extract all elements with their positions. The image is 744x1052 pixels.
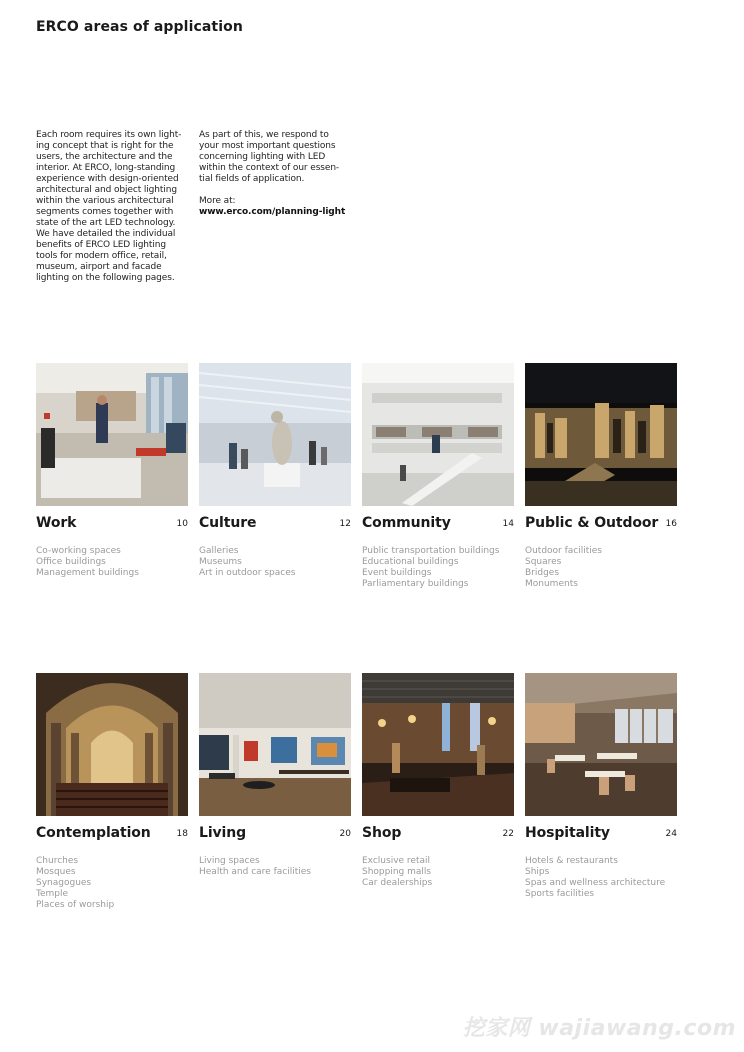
intro-line: interior. At ERCO, long-standing: [36, 163, 176, 173]
intro-line: benefits of ERCO LED lighting: [36, 240, 166, 250]
subcategory: Exclusive retail: [362, 856, 431, 866]
contemplation-photo: [36, 673, 188, 816]
intro-line: concerning lighting with LED: [199, 152, 326, 162]
subcategory: Mosques: [36, 867, 76, 877]
area-name: Work: [36, 515, 77, 531]
subcategory: Event buildings: [362, 568, 432, 578]
work-photo: [36, 363, 188, 506]
intro-line: Each room requires its own light-: [36, 130, 182, 140]
subcategory: Living spaces: [199, 856, 260, 866]
planning-light-link[interactable]: www.erco.com/planning-light: [199, 207, 346, 217]
area-tile-shop[interactable]: [362, 673, 514, 889]
subcategory: Spas and wellness architecture: [525, 878, 666, 888]
intro-line: experience with design-oriented: [36, 174, 179, 184]
area-name: Hospitality: [525, 825, 610, 841]
area-tile-living[interactable]: [199, 673, 351, 878]
area-tile-contemplation[interactable]: [36, 673, 188, 911]
subcategory: Churches: [36, 856, 79, 866]
library-photo-icon: [362, 363, 514, 506]
subcategory: Galleries: [199, 546, 239, 556]
area-subcategories: [525, 856, 677, 900]
living-room-photo-icon: [199, 673, 351, 816]
intro-text-column-1: [36, 130, 186, 284]
hospitality-photo: [525, 673, 677, 816]
subcategory: Health and care facilities: [199, 867, 311, 877]
intro-line: museum, airport and facade: [36, 262, 162, 272]
watermark: 挖家网 wajiawang.com: [462, 1016, 736, 1041]
subcategory: Outdoor facilities: [525, 546, 602, 556]
page-number: 10: [176, 519, 188, 529]
page-number: 12: [339, 519, 351, 529]
area-name: Public & Outdoor: [525, 515, 659, 531]
area-tile-public-outdoor[interactable]: [525, 363, 677, 590]
intro-line: within the context of our essen-: [199, 163, 340, 173]
subcategory: Educational buildings: [362, 557, 459, 567]
area-tile-hospitality[interactable]: [525, 673, 677, 900]
subcategory: Car dealerships: [362, 878, 433, 888]
restaurant-photo-icon: [525, 673, 677, 816]
office-photo-icon: [36, 363, 188, 506]
intro-line: As part of this, we respond to: [199, 130, 329, 140]
area-name: Culture: [199, 515, 257, 531]
intro-line: tial fields of application.: [199, 174, 305, 184]
museum-photo-icon: [199, 363, 351, 506]
subcategory: Hotels & restaurants: [525, 856, 618, 866]
subcategory: Temple: [36, 889, 69, 899]
community-photo: [362, 363, 514, 506]
subcategory: Art in outdoor spaces: [199, 568, 296, 578]
page-number: 22: [502, 829, 514, 839]
area-tile-work[interactable]: [36, 363, 188, 579]
area-tile-culture[interactable]: [199, 363, 351, 579]
area-subcategories: [525, 546, 677, 590]
intro-line: ing concept that is right for the: [36, 141, 174, 151]
intro-line: lighting on the following pages.: [36, 273, 175, 283]
intro-line: architectural and object lighting: [36, 185, 177, 195]
area-subcategories: [199, 856, 351, 878]
page-title: ERCO areas of application: [36, 19, 243, 35]
subcategory: Parliamentary buildings: [362, 579, 469, 589]
subcategory: Co-working spaces: [36, 546, 121, 556]
intro-line: We have detailed the individual: [36, 229, 176, 239]
more-label: More at:: [199, 196, 236, 206]
subcategory: Bridges: [525, 568, 560, 578]
area-name: Community: [362, 515, 451, 531]
subcategory: Public transportation buildings: [362, 546, 500, 556]
intro-text-column-2: [199, 130, 349, 218]
area-name: Contemplation: [36, 825, 151, 841]
culture-photo: [199, 363, 351, 506]
subcategory: Office buildings: [36, 557, 106, 567]
area-subcategories: [362, 856, 514, 889]
intro-line: state of the art LED technology.: [36, 218, 176, 228]
intro-line: tools for modern office, retail,: [36, 251, 167, 261]
area-subcategories: [362, 546, 514, 590]
church-photo-icon: [36, 673, 188, 816]
intro-line: users, the architecture and the: [36, 152, 173, 162]
area-name: Shop: [362, 825, 402, 841]
living-photo: [199, 673, 351, 816]
area-subcategories: [36, 546, 188, 579]
subcategory: Places of worship: [36, 900, 115, 910]
ruins-night-photo-icon: [525, 363, 677, 506]
subcategory: Museums: [199, 557, 242, 567]
area-name: Living: [199, 825, 247, 841]
page-number: 18: [176, 829, 188, 839]
page-number: 24: [665, 829, 677, 839]
intro-line: within the various architectural: [36, 196, 174, 206]
public-outdoor-photo: [525, 363, 677, 506]
intro-line: segments comes together with: [36, 207, 174, 217]
subcategory: Shopping malls: [362, 867, 432, 877]
page-number: 20: [339, 829, 351, 839]
page-number: 16: [665, 519, 677, 529]
subcategory: Management buildings: [36, 568, 139, 578]
subcategory: Sports facilities: [525, 889, 595, 899]
shop-photo: [362, 673, 514, 816]
subcategory: Synagogues: [36, 878, 92, 888]
area-subcategories: [199, 546, 351, 579]
subcategory: Monuments: [525, 579, 578, 589]
retail-store-photo-icon: [362, 673, 514, 816]
page-number: 14: [502, 519, 514, 529]
area-tile-community[interactable]: [362, 363, 514, 590]
intro-line: your most important questions: [199, 141, 336, 151]
subcategory: Squares: [525, 557, 562, 567]
area-subcategories: [36, 856, 188, 911]
subcategory: Ships: [525, 867, 550, 877]
